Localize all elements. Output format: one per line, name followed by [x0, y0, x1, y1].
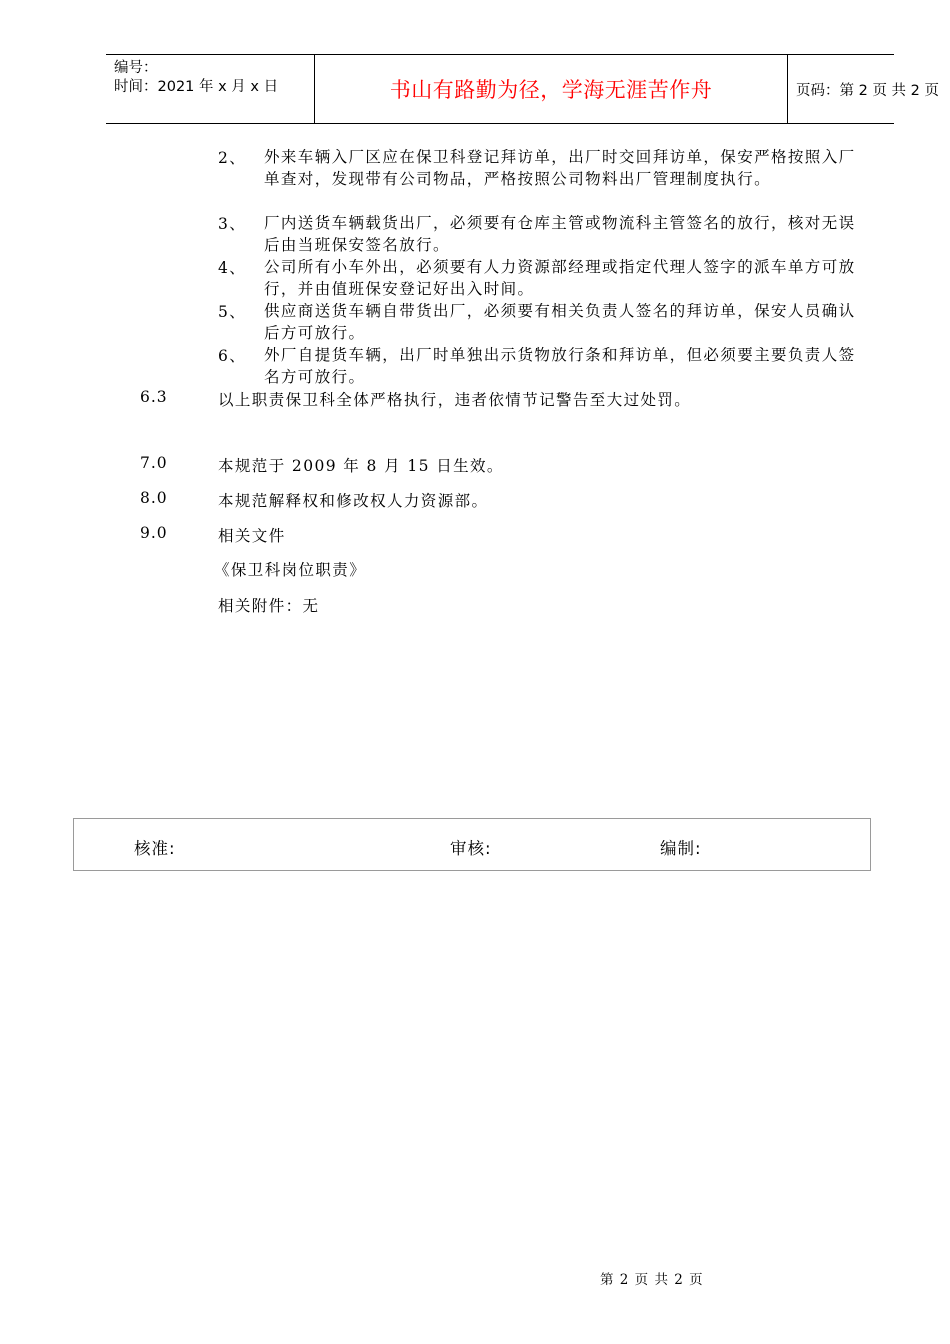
section-number: 9.0 [140, 524, 168, 542]
section-number: 7.0 [140, 454, 168, 472]
header-info [114, 59, 310, 97]
review-label: 审核: [450, 839, 492, 858]
document-date-label: 时间：2021 年 x 月 x 日 [114, 79, 279, 95]
list-item-number: 5、 [218, 303, 247, 321]
list-item-text: 厂内送货车辆载货出厂，必须要有仓库主管或物流科主管签名的放行，核对无误后由当班保安签名放行。 [264, 214, 856, 254]
list-item-text: 公司所有小车外出，必须要有人力资源部经理或指定代理人签字的派车单方可放行，并由值班保安登记好出入时间。 [264, 258, 856, 298]
list-item-number: 2、 [218, 149, 247, 167]
related-document: 《保卫科岗位职责》 [214, 561, 367, 579]
list-item-number: 6、 [218, 347, 247, 365]
section-text: 本规范解释权和修改权人力资源部。 [218, 492, 489, 510]
document-number-label: 编号： [114, 60, 158, 76]
header-page-number: 页码：第 2 页 共 2 页 [796, 82, 939, 99]
signature-box [73, 818, 871, 871]
section-number: 6.3 [140, 388, 168, 406]
approve-label: 核准: [134, 839, 176, 858]
header-slogan: 书山有路勤为径，学海无涯苦作舟 [314, 55, 788, 123]
page-footer: 第 2 页 共 2 页 [600, 1272, 704, 1288]
section-text: 相关文件 [218, 527, 286, 545]
list-item-text: 外来车辆入厂区应在保卫科登记拜访单，出厂时交回拜访单，保安严格按照入厂单查对，发现带有公司物品，严格按照公司物料出厂管理制度执行。 [264, 148, 856, 188]
section-text: 以上职责保卫科全体严格执行，违者依情节记警告至大过处罚。 [218, 391, 692, 409]
list-item-number: 4、 [218, 259, 247, 277]
list-item-number: 3、 [218, 215, 247, 233]
section-number: 8.0 [140, 489, 168, 507]
page-header [106, 54, 939, 124]
list-item-text: 外厂自提货车辆，出厂时单独出示货物放行条和拜访单，但必须要主要负责人签名方可放行。 [264, 346, 856, 386]
section-text: 本规范于 2009 年 8 月 15 日生效。 [218, 457, 504, 475]
related-attachments: 相关附件：无 [218, 597, 320, 615]
list-item-text: 供应商送货车辆自带货出厂，必须要有相关负责人签名的拜访单，保安人员确认后方可放行。 [264, 302, 856, 342]
prepare-label: 编制: [660, 839, 702, 858]
